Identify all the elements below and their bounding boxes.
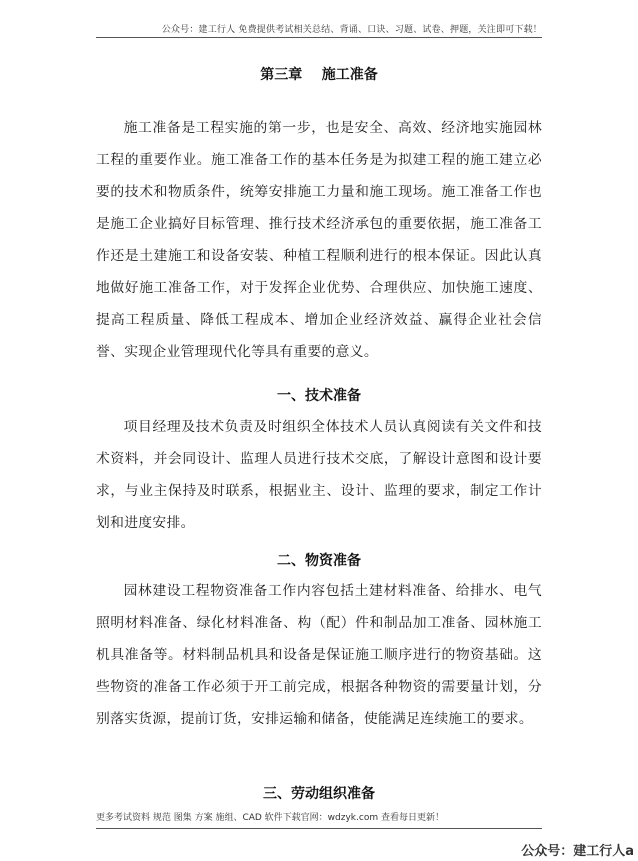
header-divider — [96, 37, 542, 38]
page-header: 公众号：建工行人 免费提供考试相关总结、背诵、口诀、习题、试卷、押题，关注即可下载！ — [161, 25, 542, 35]
section-title-materials: 二、物资准备 — [277, 553, 361, 569]
footer-divider — [96, 828, 542, 829]
section-title-technical: 一、技术准备 — [277, 388, 361, 404]
technical-paragraph: 项目经理及技术负责及时组织全体技术人员认真阅读有关文件和技术资料，并会同设计、监理人员进行技术交底，了解设计意图和设计要求，与业主保持及时联系，根据业主、设计、监理的要求，制定工作计划和进度安排。 — [96, 419, 542, 531]
section-title-labor: 三、劳动组织准备 — [263, 786, 375, 802]
page-footer: 更多考试资料 规范 图集 方案 施组、CAD 软件下载官网：wdzyk.com 查看每日更新！ — [96, 813, 444, 823]
materials-paragraph: 园林建设工程物资准备工作内容包括土建材料准备、给排水、电气照明材料准备、绿化材料准备、构（配）件和制品加工准备、园林施工机具准备等。材料制品机具和设备是保证施工顺序进行的物资基础。这些物资的准备工作必须于开工前完成，根据各种物资的需要量计划，分别落实货源，提前订货，安排运输和储备，使能满足连续施工的要求。 — [96, 583, 542, 727]
chapter-title: 第三章 施工准备 — [260, 67, 378, 83]
watermark-label: 公众号：建工行人a — [521, 844, 634, 859]
intro-paragraph: 施工准备是工程实施的第一步，也是安全、高效、经济地实施园林工程的重要作业。施工准备工作的基本任务是为拟建工程的施工建立必要的技术和物质条件，统筹安排施工力量和施工现场。施工准备工作也是施工企业搞好目标管理、推行技术经济承包的重要依据，施工准备工作还是土建施工和设备安装、种植工程顺利进行的根本保证。因此认真地做好施工准备工作，对于发挥企业优势、合理供应、加快施工速度、提高工程质量、降低工程成本、增加企业经济效益、赢得企业社会信誉、实现企业管理现代化等具有重要的意义。 — [96, 120, 542, 360]
